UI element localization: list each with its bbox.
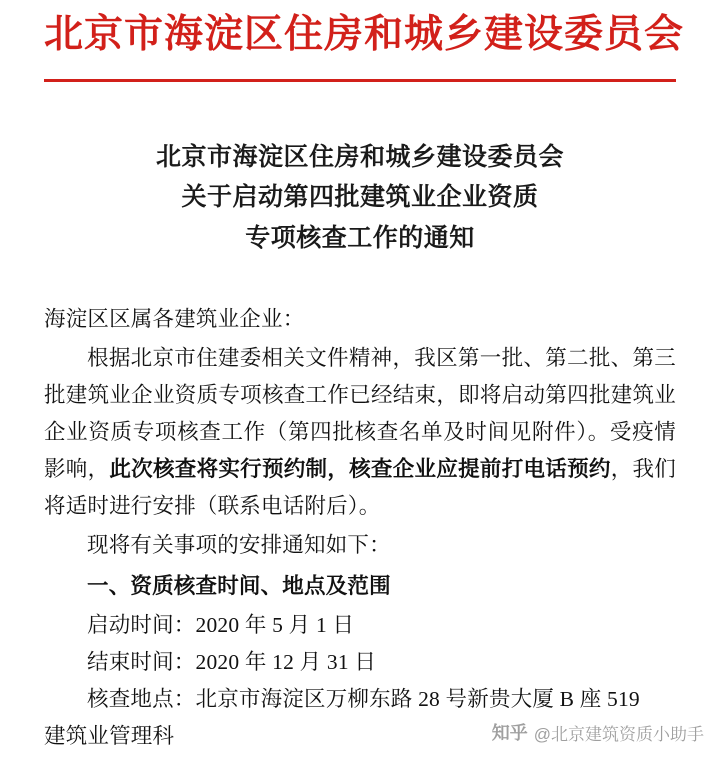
zhihu-logo-icon: 知乎 bbox=[491, 723, 528, 743]
salutation: 海淀区区属各建筑业企业： bbox=[44, 307, 305, 332]
info-line-start-time: 启动时间：2020 年 5 月 1 日 bbox=[87, 613, 355, 638]
paragraph-1-part-3: ，我们将适时进行安排（联系电话附后）。 bbox=[44, 457, 676, 519]
paragraph-1-emphasis: 此次核查将实行预约制，核查企业应提前打电话预约 bbox=[109, 457, 611, 482]
watermark-text: @北京建筑资质小助手 bbox=[533, 724, 704, 744]
watermark bbox=[492, 719, 704, 745]
document-title-line-1: 北京市海淀区住房和城乡建设委员会 bbox=[155, 143, 564, 171]
document-body bbox=[44, 301, 676, 755]
document-title-line-3: 专项核查工作的通知 bbox=[245, 224, 475, 252]
letterhead-title: 北京市海淀区住房和城乡建设委员会 bbox=[44, 13, 685, 56]
document-title-line-2: 关于启动第四批建筑业企业资质 bbox=[181, 184, 539, 212]
document-title bbox=[44, 138, 676, 260]
info-line-end-time: 结束时间：2020 年 12 月 31 日 bbox=[87, 650, 377, 675]
section-1-heading: 一、资质核查时间、地点及范围 bbox=[87, 574, 391, 599]
paragraph-1-part-1: 根据北京市住建委相关文件精神，我区第一批、第二批、第三批建筑业企业资质专项核查工作已经结束，即将启动第四批建筑业企业资质专项核查工作（第四批核查名单及时间见附件）。受疫情影响， bbox=[44, 346, 676, 482]
info-line-location-cont: 建筑业管理科 bbox=[44, 724, 175, 749]
paragraph-2: 现将有关事项的安排通知如下： bbox=[87, 533, 391, 558]
paragraph-1 bbox=[44, 340, 676, 525]
letterhead-divider bbox=[44, 79, 676, 82]
letterhead bbox=[44, 0, 685, 82]
info-line-location: 核查地点：北京市海淀区万柳东路 28 号新贵大厦 B 座 519 bbox=[87, 687, 640, 712]
